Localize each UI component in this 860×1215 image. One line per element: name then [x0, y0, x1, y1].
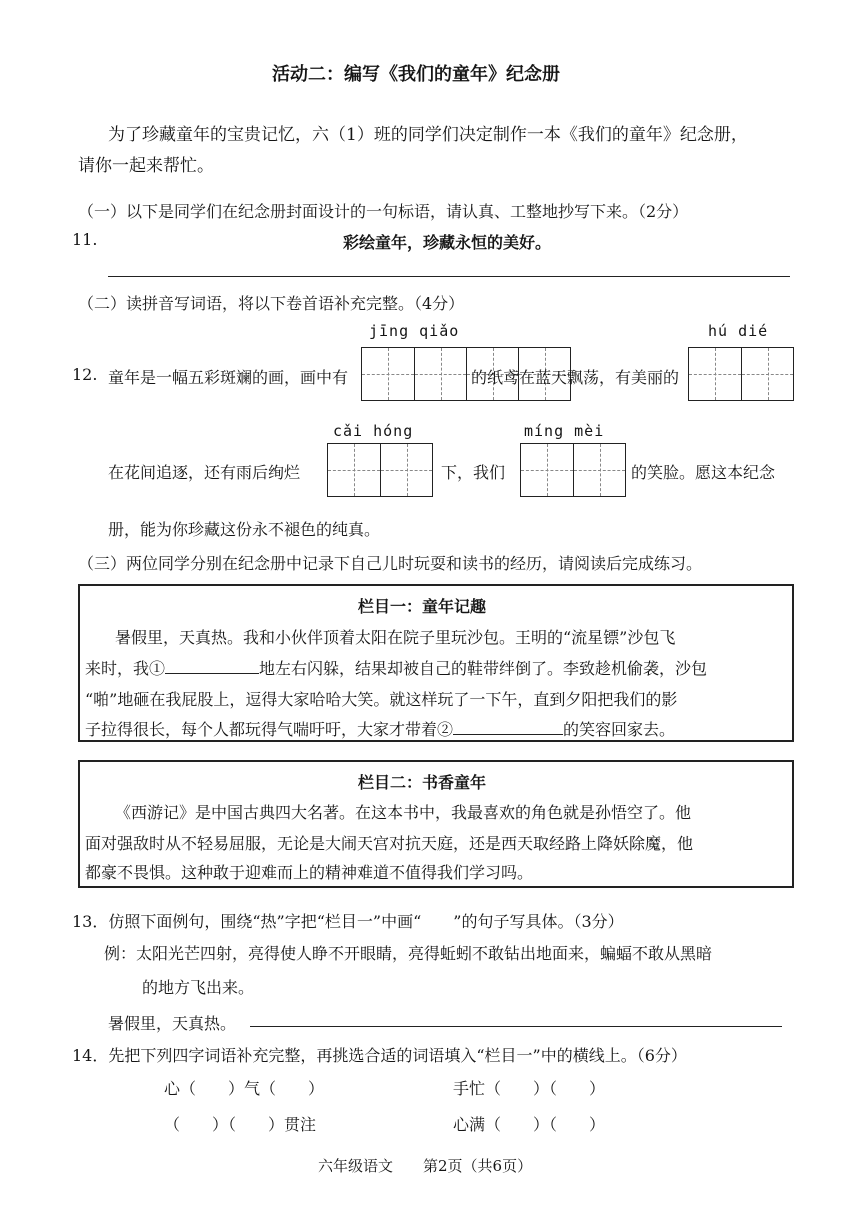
- section2-heading: （二）读拼音写词语，将以下卷首语补充完整。（4分）: [78, 294, 465, 313]
- column-one-line-3: “啪”地砸在我屁股上，逗得大家哈哈大笑。就这样玩了一下午，直到夕阳把我们的影: [85, 690, 678, 709]
- section1-heading: （一）以下是同学们在纪念册封面设计的一句标语，请认真、工整地抄写下来。（2分）: [78, 202, 689, 221]
- column-two-title: 栏目二：书香童年: [358, 773, 487, 792]
- char-grid-hudie[interactable]: [688, 347, 794, 401]
- column-one-line-4a: 子拉得很长，每个人都玩得气喘吁吁，大家才带着②: [85, 720, 454, 739]
- question-11-number: 11.: [72, 230, 98, 249]
- q12-text-5: 的笑脸。愿这本纪念: [631, 463, 776, 482]
- q12-text-4: 下，我们: [441, 463, 506, 482]
- pinyin-hudie: hú dié: [708, 322, 769, 340]
- column-two-line-1: 《西游记》是中国古典四大名著。在这本书中，我最喜欢的角色就是孙悟空了。他: [115, 803, 692, 822]
- q12-text-6: 册，能为你珍藏这份永不褪色的纯真。: [108, 520, 381, 539]
- slogan-text: 彩绘童年，珍藏永恒的美好。: [343, 233, 552, 252]
- answer-line-13[interactable]: [250, 1026, 782, 1027]
- column-one-line-2a: 来时，我①: [85, 659, 166, 678]
- pinyin-jingqiao: jīng qiǎo: [369, 322, 460, 340]
- column-two-line-2: 面对强敌时从不轻易屈服，无论是大闹天宫对抗天庭，还是西天取经路上降妖除魔，他: [85, 834, 694, 853]
- q14-word-2: 手忙（ ）（ ）: [453, 1079, 606, 1098]
- q12-text-3: 在花间追逐，还有雨后绚烂: [108, 463, 301, 482]
- answer-line-11[interactable]: [108, 276, 790, 277]
- question-14: 14．先把下列四字词语补充完整，再挑选合适的词语填入“栏目一”中的横线上。（6分）: [72, 1046, 687, 1065]
- q14-word-4: 心满（ ）（ ）: [453, 1115, 606, 1134]
- column-one-line-1: 暑假里，天真热。我和小伙伴顶着太阳在院子里玩沙包。王明的“流星镖”沙包飞: [115, 628, 676, 647]
- char-cell[interactable]: [573, 444, 625, 496]
- q13-example-line-2: 的地方飞出来。: [142, 978, 255, 997]
- char-cell[interactable]: [414, 348, 466, 400]
- pinyin-caihong: cǎi hóng: [333, 422, 414, 440]
- char-cell[interactable]: [689, 348, 741, 400]
- char-cell[interactable]: [741, 348, 793, 400]
- column-one-line-2: [85, 656, 707, 679]
- intro-line-2: 请你一起来帮忙。: [78, 156, 214, 176]
- q13-example-line-1: 例：太阳光芒四射，亮得使人睁不开眼睛，亮得蚯蚓不敢钻出地面来，蝙蝠不敢从黑暗: [104, 944, 713, 963]
- section3-heading: （三）两位同学分别在纪念册中记录下自己儿时玩耍和读书的经历，请阅读后完成练习。: [78, 554, 703, 573]
- column-two-line-3: 都豪不畏惧。这种敢于迎难而上的精神难道不值得我们学习吗。: [85, 863, 534, 882]
- q13-answer-prefix: 暑假里，天真热。: [108, 1014, 237, 1033]
- char-grid-mingmei[interactable]: [520, 443, 626, 497]
- q14-word-1: 心（ ）气（ ）: [164, 1079, 325, 1098]
- char-cell[interactable]: [380, 444, 432, 496]
- question-12-number: 12.: [72, 365, 98, 384]
- char-grid-caihong[interactable]: [327, 443, 433, 497]
- column-one-title: 栏目一：童年记趣: [358, 597, 487, 616]
- column-one-line-2b: 地左右闪躲，结果却被自己的鞋带绊倒了。李致趁机偷袭，沙包: [259, 659, 708, 678]
- q12-text-1: 童年是一幅五彩斑斓的画，画中有: [108, 368, 349, 387]
- page-title: 活动二：编写《我们的童年》纪念册: [272, 64, 560, 85]
- char-cell[interactable]: [521, 444, 573, 496]
- blank-2[interactable]: [453, 720, 563, 735]
- pinyin-mingmei: míng mèi: [524, 422, 605, 440]
- char-cell[interactable]: [362, 348, 414, 400]
- intro-line-1: 为了珍藏童年的宝贵记忆，六（1）班的同学们决定制作一本《我们的童年》纪念册，: [108, 125, 748, 145]
- page-footer: 六年级语文 第2页（共6页）: [318, 1157, 533, 1175]
- column-one-line-4b: 的笑容回家去。: [563, 720, 676, 739]
- blank-1[interactable]: [165, 659, 259, 674]
- column-one-line-4: [85, 717, 675, 740]
- q12-text-2: 的纸鸢在蓝天飘荡，有美丽的: [471, 368, 680, 387]
- char-cell[interactable]: [328, 444, 380, 496]
- question-13: 13．仿照下面例句，围绕“热”字把“栏目一”中画“ ”的句子写具体。（3分）: [72, 912, 624, 931]
- q14-word-3: （ ）（ ）贯注: [164, 1115, 317, 1134]
